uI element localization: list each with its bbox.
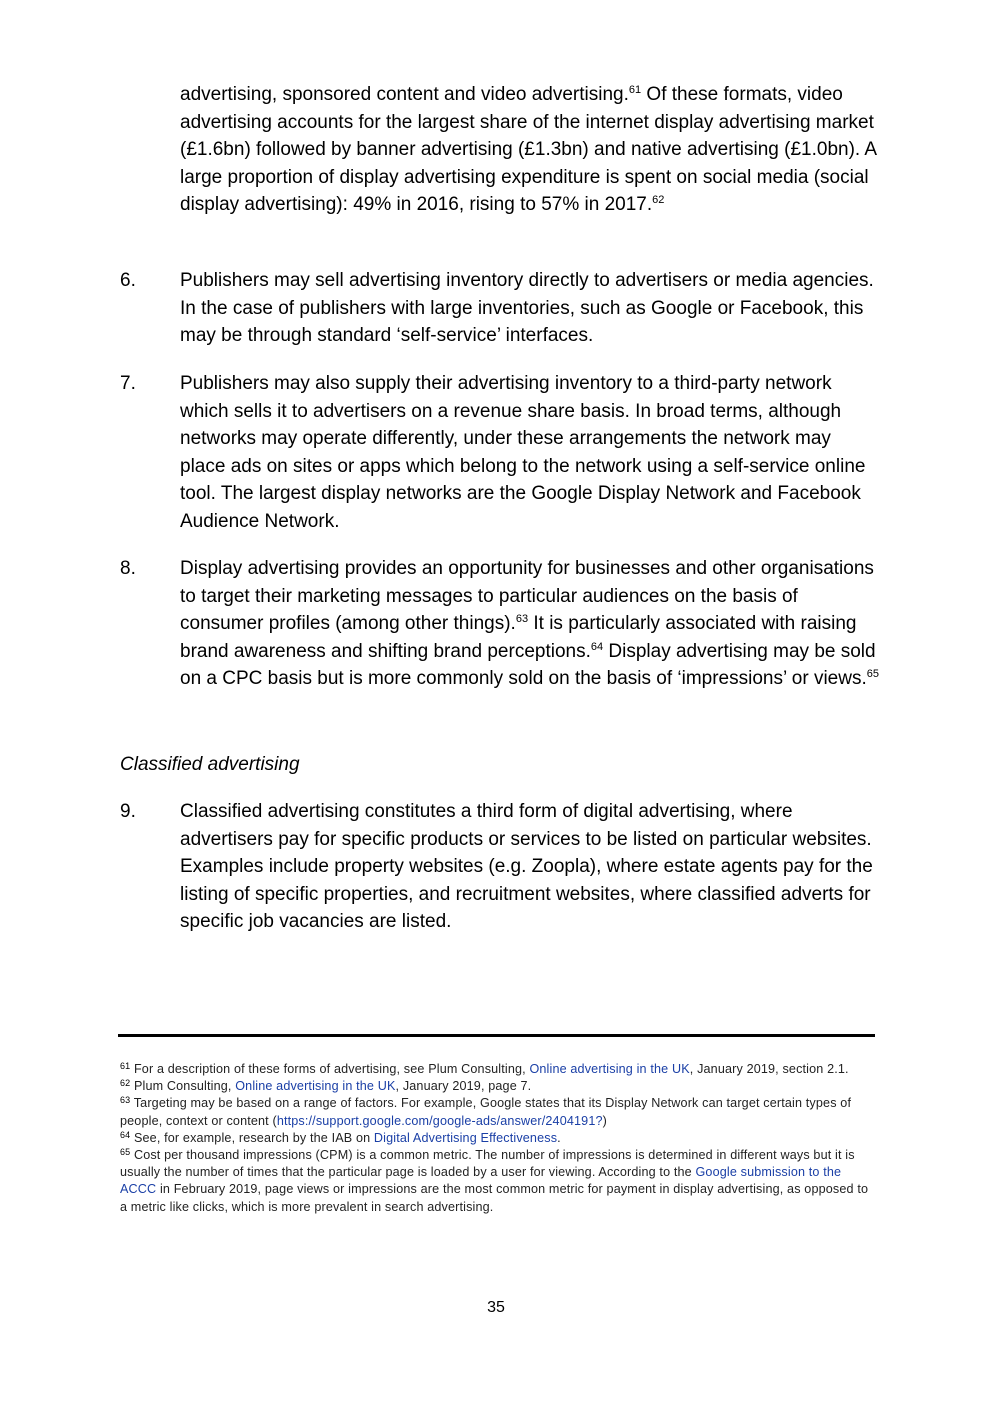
footnote-text: in February 2019, page views or impressions are the most common metric for payment in display advertising, as opposed to a metric like clicks, which is more prevalent in search advertising. <box>120 1182 869 1214</box>
paragraph-5-continuation <box>120 81 880 219</box>
footnote-ref-63[interactable]: 63 <box>515 613 529 626</box>
footnote-ref-65[interactable]: 65 <box>866 668 879 681</box>
footnote-text: . <box>557 1130 561 1145</box>
paragraph-text <box>180 81 880 219</box>
footnote-link[interactable]: Digital Advertising Effectiveness <box>373 1130 558 1145</box>
footnote-ref-62[interactable]: 62 <box>652 194 665 207</box>
footnote-link[interactable]: Online advertising in the UK <box>529 1062 690 1076</box>
paragraph-text: Publishers may also supply their advertising inventory to a third-party network which sells it to advertisers on a revenue share basis. In broad terms, although networks may operate differently, under these arrangements the network may place ads on sites or apps which belong to the network using a self-service online tool. The largest display networks are the Google Display Network and Facebook Audience Network. <box>180 373 866 532</box>
text-run: advertising, sponsored content and video advertising. <box>180 84 629 105</box>
paragraph-number: 8. <box>120 558 136 579</box>
text-run: Of these formats, video advertising accounts for the largest share of the internet display advertising market (£1.6bn) followed by banner advertising (£1.3bn) and native advertising (£1.0bn). A large proportion of display advertising expenditure is spent on social media (social display advertising): 49% in 2016, rising to 57% in 2017. <box>180 84 877 216</box>
footnote-text: Plum Consulting, <box>130 1079 236 1094</box>
footnote-63 <box>120 1095 872 1129</box>
footnote-link[interactable]: Online advertising in the UK <box>235 1079 396 1094</box>
footnote-text: ) <box>602 1113 607 1128</box>
footnote-ref-61[interactable]: 61 <box>628 84 642 96</box>
text-run: It is particularly associated with raising brand awareness and shifting brand perceptions. <box>180 613 857 662</box>
section-heading: Classified advertising <box>120 754 300 775</box>
footnote-text: See, for example, research by the IAB on <box>130 1130 374 1145</box>
paragraph-number: 6. <box>120 270 136 291</box>
paragraph-number: 9. <box>120 801 136 822</box>
footnote-number: 63 <box>120 1095 131 1106</box>
footnote-61 <box>120 1061 872 1078</box>
footnote-text: , January 2019, section 2.1. <box>689 1062 849 1076</box>
footnote-separator <box>118 1034 875 1037</box>
paragraph-text: Classified advertising constitutes a third form of digital advertising, where advertisers pay for specific products or services to be listed on particular websites. Examples include property websites (e.g. Zoopla), where estate agents pay for the listing of specific properties, and recruitment websites, where classified adverts for specific job vacancies are listed. <box>180 801 873 933</box>
paragraph-7 <box>120 370 880 536</box>
text-run: Display advertising provides an opportunity for businesses and other organisations to target their marketing messages to particular audiences on the basis of consumer profiles (among other things). <box>180 558 874 635</box>
footnote-ref-64[interactable]: 64 <box>590 640 604 653</box>
page-number: 35 <box>487 1299 505 1316</box>
footnote-number: 62 <box>120 1078 131 1089</box>
footnote-number: 65 <box>120 1147 131 1158</box>
paragraph-text: Publishers may sell advertising inventory directly to advertisers or media agencies. In the case of publishers with large inventories, such as Google or Facebook, this may be through standard ‘self-service’ interfaces. <box>180 270 874 347</box>
paragraph-8 <box>120 555 880 693</box>
paragraph-6 <box>120 267 880 350</box>
footnotes <box>120 1061 872 1216</box>
footnote-text: , January 2019, page 7. <box>395 1079 532 1094</box>
footnote-65 <box>120 1147 872 1216</box>
footnote-link[interactable]: https://support.google.com/google-ads/answer/2404191? <box>276 1113 603 1128</box>
paragraph-number: 7. <box>120 373 136 394</box>
footnote-text: Targeting may be based on a range of factors. For example, Google states that its Display Network can target certain types of people, context or content ( <box>120 1096 852 1128</box>
footnote-62 <box>120 1078 872 1095</box>
footnote-number: 61 <box>120 1061 131 1071</box>
text-run: Display advertising may be sold on a CPC basis but is more commonly sold on the basis of ‘impressions’ or views. <box>180 640 876 690</box>
paragraph-9 <box>120 798 880 936</box>
footnote-number: 64 <box>120 1129 131 1140</box>
footnote-text: Cost per thousand impressions (CPM) is a common metric. The number of impressions is determined in different ways but it is usually the number of times that the particular page is loaded by a user for viewing. According to the <box>120 1148 855 1180</box>
footnote-link[interactable]: Google submission to the ACCC <box>120 1165 842 1197</box>
footnote-text: For a description of these forms of advertising, see Plum Consulting, <box>130 1062 530 1076</box>
paragraph-text <box>180 555 880 693</box>
footnote-64 <box>120 1130 872 1147</box>
